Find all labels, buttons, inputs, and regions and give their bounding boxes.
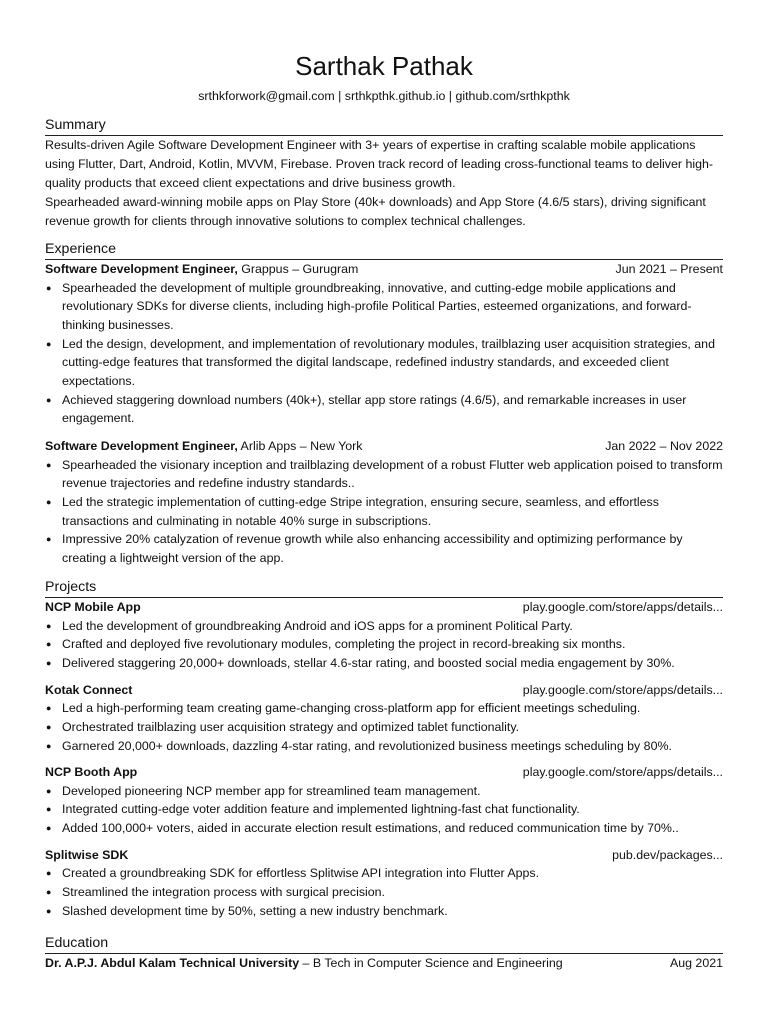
- experience-section: [45, 240, 723, 568]
- bullet-item: ● Streamlined the integration process with surgical precision.: [45, 883, 723, 902]
- project-header: [45, 846, 723, 865]
- job-entry: [45, 260, 723, 428]
- job-dates: Jun 2021 – Present: [615, 262, 723, 276]
- project-entry: [45, 846, 723, 921]
- education-section: [45, 934, 723, 973]
- bullet-item: ● Led a high-performing team creating game-changing cross-platform app for efficient meetings scheduling.: [45, 699, 723, 718]
- project-name: NCP Booth App: [45, 765, 138, 780]
- job-company: Grappus – Gurugram: [237, 262, 359, 276]
- projects-heading: Projects: [45, 578, 723, 598]
- job-role: Software Development Engineer,: [45, 262, 238, 276]
- bullet-item: ● Delivered staggering 20,000+ downloads, stellar 4.6-star rating, and boosted social media engagement by 30%.: [45, 654, 723, 673]
- project-link[interactable]: pub.dev/packages...: [612, 847, 723, 862]
- bullet-item: ● Led the development of groundbreaking Android and iOS apps for a prominent Political Party.: [45, 617, 723, 636]
- project-entry: [45, 681, 723, 756]
- bullet-item: ● Spearheaded the visionary inception and trailblazing development of a robust Flutter web application poised to transform revenue trajectories and redefine industry standards..: [45, 456, 723, 493]
- education-entry: [45, 954, 723, 973]
- bullet-item: ● Garnered 20,000+ downloads, dazzling 4-star rating, and revolutionized business meetings scheduling by 80%.: [45, 737, 723, 756]
- bullet-item: ● Slashed development time by 50%, setting a new industry benchmark.: [45, 902, 723, 921]
- job-role: Software Development Engineer,: [45, 439, 238, 454]
- project-link[interactable]: play.google.com/store/apps/details...: [522, 600, 723, 614]
- bullet-item: ● Achieved staggering download numbers (40k+), stellar app store ratings (4.6/5), and remarkable increases in user engagement.: [45, 391, 723, 428]
- project-link[interactable]: play.google.com/store/apps/details...: [522, 765, 723, 780]
- experience-heading: Experience: [45, 240, 723, 260]
- project-bullets: [45, 864, 723, 920]
- bullet-item: ● Spearheaded the development of multiple groundbreaking, innovative, and cutting-edge mobile applications and revolutionary SDKs for diverse clients, including high-profile Political Parties, esteemed organizations, and forward-thinking businesses.: [45, 279, 723, 335]
- job-header: [45, 260, 723, 279]
- bullet-item: ● Added 100,000+ voters, aided in accurate election result estimations, and reduced communication time by 70%..: [45, 819, 723, 838]
- project-name: Kotak Connect: [45, 682, 133, 697]
- summary-paragraph-1: Results-driven Agile Software Development Engineer with 3+ years of expertise in crafting scalable mobile applications using Flutter, Dart, Android, Kotlin, MVVM, Firebase. Proven track record of leading cross-functional teams to deliver high-quality products that exceed client expectations and drive business growth.: [45, 138, 714, 190]
- bullet-item: ● Developed pioneering NCP member app for streamlined team management.: [45, 782, 723, 801]
- bullet-item: ● Impressive 20% catalyzation of revenue growth while also enhancing accessibility and optimizing performance by creating a lightweight version of the app.: [45, 530, 723, 567]
- degree: – B Tech in Computer Science and Engineering: [299, 956, 563, 970]
- summary-heading: Summary: [45, 116, 723, 136]
- project-header: [45, 763, 723, 782]
- project-name: Splitwise SDK: [45, 847, 129, 862]
- education-date: Aug 2021: [669, 956, 723, 970]
- summary-section: [45, 116, 723, 231]
- job-bullets: [45, 456, 723, 568]
- project-header: [45, 681, 723, 700]
- bullet-item: ● Created a groundbreaking SDK for effortless Splitwise API integration into Flutter Apps.: [45, 864, 723, 883]
- project-bullets: [45, 782, 723, 838]
- job-entry: [45, 437, 723, 568]
- project-bullets: [45, 617, 723, 673]
- job-bullets: [45, 279, 723, 429]
- bullet-item: ● Led the design, development, and implementation of revolutionary modules, trailblazing user acquisition strategies, and cutting-edge features that transformed the digital landscape, redefined industry standards, and exceeded client expectations.: [45, 335, 723, 391]
- summary-paragraph-2: Spearheaded award-winning mobile apps on Play Store (40k+ downloads) and App Store (4.6/5 stars), driving significant revenue growth for clients through innovative solutions to complex technical challenges.: [45, 195, 706, 228]
- project-name: NCP Mobile App: [45, 600, 141, 614]
- education-heading: Education: [45, 934, 723, 954]
- candidate-name: Sarthak Pathak: [295, 51, 473, 81]
- project-bullets: [45, 699, 723, 755]
- project-entry: [45, 763, 723, 838]
- contact-line: srthkforwork@gmail.com | srthkpthk.github.io | github.com/srthkpthk: [198, 89, 570, 103]
- bullet-item: ● Led the strategic implementation of cutting-edge Stripe integration, ensuring secure, seamless, and effortless transactions and culminating in notable 40% surge in subscriptions.: [45, 493, 723, 530]
- project-entry: [45, 598, 723, 673]
- school-name: Dr. A.P.J. Abdul Kalam Technical University: [45, 956, 300, 970]
- bullet-item: ● Crafted and deployed five revolutionary modules, completing the project in record-breaking six months.: [45, 635, 723, 654]
- job-header: [45, 437, 723, 456]
- projects-section: [45, 578, 723, 920]
- bullet-item: ● Orchestrated trailblazing user acquisition strategy and optimized tablet functionality.: [45, 718, 723, 737]
- project-link[interactable]: play.google.com/store/apps/details...: [522, 682, 723, 697]
- job-dates: Jan 2022 – Nov 2022: [605, 439, 723, 454]
- project-header: [45, 598, 723, 617]
- job-company: Arlib Apps – New York: [237, 439, 363, 454]
- bullet-item: ● Integrated cutting-edge voter addition feature and implemented lightning-fast chat functionality.: [45, 800, 723, 819]
